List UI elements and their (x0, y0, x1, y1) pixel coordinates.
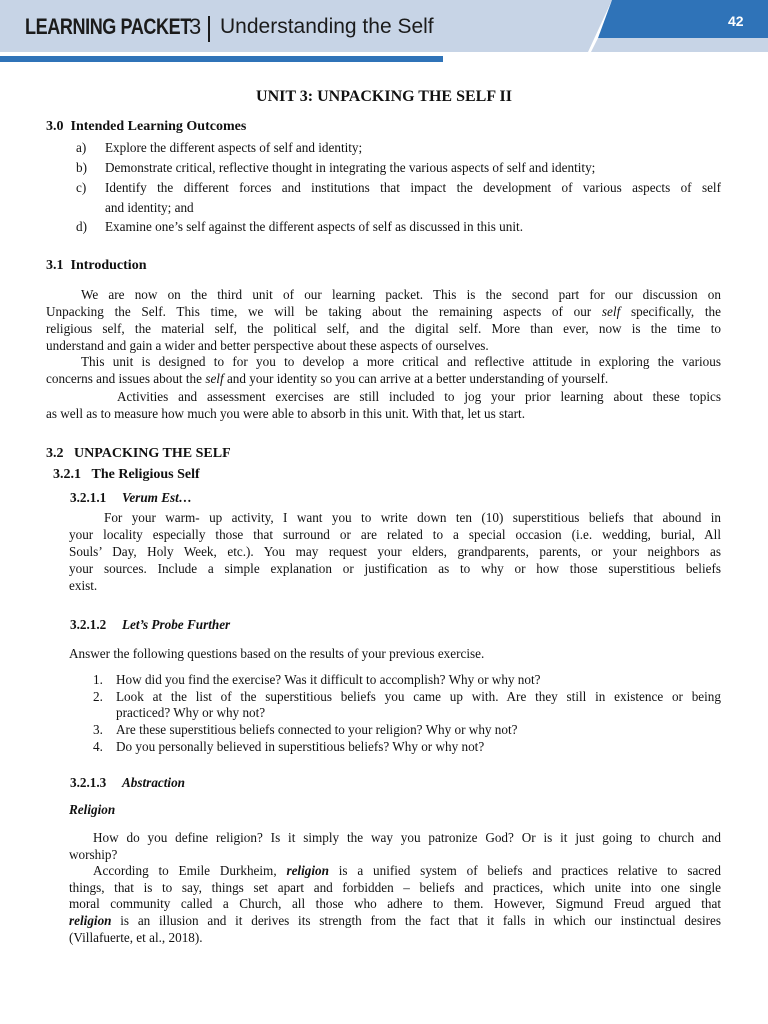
packet-brand: LEARNING PACKET (25, 14, 191, 39)
section-number: 3.0 (46, 119, 64, 134)
subsubsection-title-abstraction: Abstraction (122, 775, 186, 790)
question-marker: 2. (93, 689, 103, 704)
outcome-marker: d) (76, 219, 87, 234)
subsubsection-title-verum-est: Verum Est… (122, 490, 192, 505)
intro-paragraph-line: as well as to measure how much you were able to absorb in this unit. With that, let us start. (46, 406, 526, 421)
subsubsection-number: 3.2.1.2 (70, 617, 107, 632)
warmup-paragraph-line: your locality especially those that surround or are related to a special occasion (i.e. wedding, burial, All (69, 527, 721, 542)
warmup-paragraph-line: your sources. Include a simple explanation or justification as to why or how those superstitious beliefs (69, 561, 721, 576)
intro-paragraph-line: religious self, the material self, the political self, and the digital self. More than ever, now is the time to (46, 321, 721, 336)
question-text: practiced? Why or why not? (116, 705, 266, 720)
section-title: Intended Learning Outcomes (70, 119, 247, 134)
question-text: How did you find the exercise? Was it difficult to accomplish? Why or why not? (116, 672, 541, 687)
subsection-heading-religious-self: 3.2.1 The Religious Self (53, 467, 200, 482)
packet-subtitle: Understanding the Self (220, 15, 434, 38)
packet-number: 3 (189, 14, 202, 39)
religion-subheading: Religion (69, 802, 116, 817)
abstraction-paragraph-line: moral community called a Church, all those who adhere to them. However, Sigmund Freud argued that (69, 896, 721, 911)
intro-paragraph-line: concerns and issues about the self and your identity so you can arrive at a better understanding of yourself. (46, 371, 609, 386)
probe-instruction: Answer the following questions based on the results of your previous exercise. (69, 646, 485, 661)
header-divider (208, 16, 210, 42)
intro-paragraph-line: This unit is designed to for you to develop a more critical and reflective attitude in exploring the various (81, 354, 721, 369)
outcome-text: Explore the different aspects of self and identity; (105, 140, 363, 155)
question-text: Do you personally believed in superstitious beliefs? Why or why not? (116, 739, 485, 754)
section-heading-unpacking (46, 446, 231, 462)
section-number: 3.1 (46, 258, 64, 273)
outcome-text: and identity; and (105, 200, 194, 215)
abstraction-paragraph-line: According to Emile Durkheim, religion is a unified system of beliefs and practices relative to sacred (93, 863, 721, 878)
outcome-text: Demonstrate critical, reflective thought in integrating the various aspects of self and identity; (105, 160, 596, 175)
question-marker: 4. (93, 739, 103, 754)
question-marker: 1. (93, 672, 103, 687)
outcome-marker: c) (76, 180, 87, 195)
intro-paragraph-line: We are now on the third unit of our learning packet. This is the second part for our discussion on (81, 287, 721, 302)
section-number: 3.2 (46, 446, 64, 461)
subsubsection-number: 3.2.1.3 (70, 775, 107, 790)
abstraction-paragraph-line: things, that is to say, things set apart and forbidden – beliefs and practices, which unite into one single (69, 880, 721, 895)
abstraction-paragraph-line: religion is an illusion and it derives its strength from the fact that it falls in which our instinctual desires (69, 913, 722, 928)
intro-paragraph-line: understand and gain a wider and better perspective about these aspects of ourselves. (46, 338, 489, 353)
section-title: Introduction (70, 258, 147, 273)
outcome-text: Examine one’s self against the different aspects of self as discussed in this unit. (105, 219, 523, 234)
intro-paragraph-line: Activities and assessment exercises are still included to jog your prior learning about these topics (117, 389, 721, 404)
question-marker: 3. (93, 722, 103, 737)
header-light-tail (591, 38, 768, 52)
warmup-paragraph-line: exist. (69, 578, 98, 593)
section-heading-outcomes (46, 119, 246, 135)
section-heading-introduction (46, 258, 146, 274)
warmup-paragraph-line: Souls’ Day, Holy Week, etc.). You may request your elders, grandparents, parents, or your neighbors as (69, 544, 721, 559)
question-text: Look at the list of the superstitious beliefs you came up with. Are they still in existence or being (116, 689, 721, 704)
intro-paragraph-line: Unpacking the Self. This time, we will be taking about the remaining aspects of our self specifically, the (46, 304, 722, 319)
section-title: UNPACKING THE SELF (74, 446, 231, 461)
outcome-text: Identify the different forces and institutions that impact the development of various aspects of self (105, 180, 721, 195)
outcome-marker: a) (76, 140, 87, 155)
subsubsection-number: 3.2.1.1 (70, 490, 107, 505)
unit-title: UNIT 3: UNPACKING THE SELF II (256, 88, 512, 105)
page-number: 42 (728, 13, 744, 29)
header-underline (0, 56, 443, 62)
question-text: Are these superstitious beliefs connected to your religion? Why or why not? (116, 722, 518, 737)
outcome-marker: b) (76, 160, 87, 175)
subsubsection-title-probe-further: Let’s Probe Further (122, 617, 231, 632)
warmup-paragraph-line: For your warm- up activity, I want you to write down ten (10) superstitious beliefs that abound in (104, 510, 721, 525)
abstraction-paragraph-line: (Villafuerte, et al., 2018). (69, 930, 203, 945)
page-header (0, 0, 768, 68)
abstraction-paragraph-line: How do you define religion? Is it simply the way you patronize God? Or is it just going to church and (93, 830, 721, 845)
abstraction-paragraph-line: worship? (69, 847, 118, 862)
